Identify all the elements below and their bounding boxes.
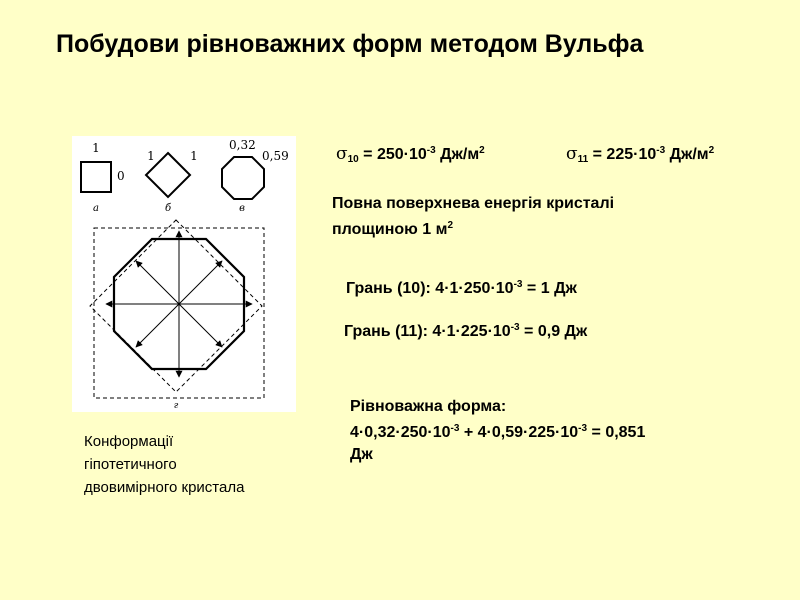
sigma-10-value: = 250·10	[358, 146, 427, 163]
caption-c: в	[239, 203, 245, 214]
label-c-right: 0,59	[262, 149, 289, 163]
wulff-construction	[90, 220, 264, 398]
page-title: Побудови рівноважних форм методом Вульфа	[56, 30, 644, 58]
sigma-10-unit-exponent: 2	[479, 145, 485, 156]
sigma-10-formula	[336, 144, 485, 165]
label-a-side: 0	[117, 169, 125, 183]
sigma-11-formula	[566, 144, 714, 165]
sigma-11-exponent: -3	[656, 145, 666, 156]
caption-b: б	[164, 203, 172, 214]
label-b-left: 1	[147, 149, 155, 163]
sigma-10-exponent: -3	[426, 145, 436, 156]
total-energy-line1: Повна поверхнева енергія кристалі	[332, 195, 615, 212]
sigma-11-unit-exponent: 2	[708, 145, 715, 156]
face-10-exponent: -3	[513, 279, 523, 290]
sigma-11-value: = 225·10	[588, 146, 657, 163]
equilibrium-form-text	[350, 396, 645, 466]
sigma-10-subscript: 10	[347, 154, 359, 165]
sigma-11-subscript: 11	[577, 154, 589, 165]
dashed-rhombus	[90, 220, 262, 392]
caption-line3: двовимірного кристала	[84, 479, 245, 496]
total-energy-exponent: 2	[447, 220, 454, 231]
equilibrium-heading: Рівноважна форма:	[350, 398, 507, 415]
label-a-top: 1	[92, 141, 100, 155]
wulff-construction-figure	[72, 136, 296, 412]
label-c-top: 0,32	[229, 138, 256, 152]
square-shape-a	[81, 162, 111, 192]
equilibrium-unit: Дж	[350, 446, 373, 463]
face-11-formula: Грань (11): $4\cdot 1\cdot 225\cdot 10^{-3} = 0,9$ Дж	[344, 322, 588, 340]
sigma-symbol: σ	[336, 144, 348, 164]
figure-caption	[84, 430, 244, 499]
equilibrium-formula: $4\cdot 0,32\cdot 250\cdot 10^{-3} + 4\cdot 0,59\cdot 225\cdot 10^{-3} = 0,851$	[350, 423, 646, 441]
sigma-symbol: σ	[566, 144, 578, 164]
total-energy-text	[332, 193, 614, 241]
caption-line2: гіпотетичного	[84, 456, 177, 473]
wulff-figure-svg	[72, 136, 296, 412]
caption-line1: Конформації	[84, 433, 174, 450]
caption-g: г	[173, 401, 179, 411]
octagon-shape-c	[222, 157, 264, 199]
face-11-exponent: -3	[510, 322, 520, 333]
total-energy-line2: площиною 1 $м^2$	[332, 220, 454, 238]
sigma-10-unit: Дж/м	[435, 146, 480, 163]
label-b-right: 1	[190, 149, 198, 163]
face-10-formula: Грань (10): $4\cdot 1\cdot 250\cdot 10^{-3} = 1$ Дж	[346, 279, 577, 297]
normal-arrows	[106, 231, 252, 377]
caption-a: а	[93, 203, 99, 214]
sigma-11-unit: Дж/м	[665, 146, 709, 163]
